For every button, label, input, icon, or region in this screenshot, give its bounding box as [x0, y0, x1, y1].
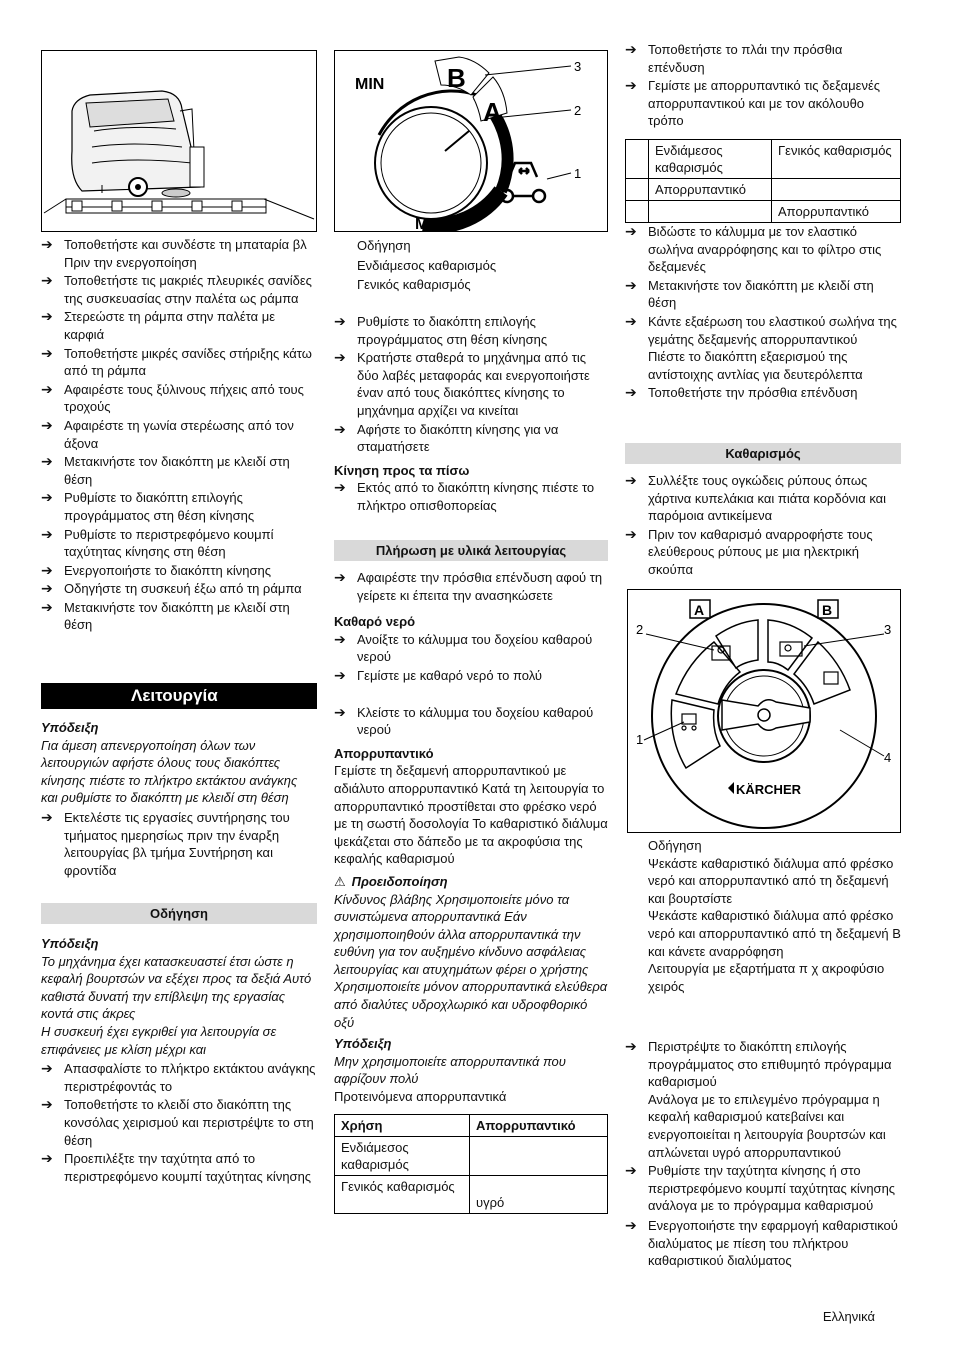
- list-item: ➔ Αφαιρέστε τους ξύλινους πήχεις από τους τροχούς: [41, 381, 317, 416]
- subheading: Καθαρό νερό: [334, 614, 416, 630]
- list-item: ➔ Εκτελέστε τις εργασίες συντήρησης του τμήματος ημερησίως πριν την έναρξη λειτουργίας βλ τμήμα Συντήρηση και φροντίδα: [41, 809, 317, 879]
- subheading: Κίνηση προς τα πίσω: [334, 462, 470, 478]
- legend-item: Ψεκάστε καθαριστικό διάλυμα από φρέσκο νερό και απορρυπαντικό από τη δεξαμενή και βουρτσίστε: [648, 855, 894, 906]
- list-item: ➔ Βιδώστε το κάλυμμα με τον ελαστικό σωλήνα αναρρόφησης και το φίλτρο στις δεξαμενές: [625, 223, 901, 276]
- dial-letter-b: B: [447, 63, 466, 93]
- list-item: ➔ Απασφαλίστε το πλήκτρο εκτάκτου ανάγκης περιστρέφοντάς το: [41, 1060, 317, 1095]
- list-item: ➔ Αφαιρέστε την πρόσθια επένδυση αφού τη γείρετε κι έπειτα την ανασηκώσετε: [334, 569, 608, 604]
- karcher-logo-icon: [728, 782, 802, 797]
- panel-label-a: A: [694, 602, 705, 618]
- list-item: ➔ Κάντε εξαέρωση του ελαστικού σωλήνα της γεμάτης δεξαμενής απορρυπαντικού: [625, 313, 901, 348]
- table-cell: [626, 178, 649, 200]
- panel-number-1: 1: [636, 732, 644, 747]
- note-title: Υπόδειξη: [334, 1036, 392, 1052]
- list-item: ➔ Ενεργοποιήστε την εφαρμογή καθαριστικού διαλύματος με πίεση του πλήκτρου καθαριστικού διαλύματος: [625, 1217, 901, 1270]
- list-item: ➔ Τοποθετήστε και συνδέστε τη μπαταρία βλ Πριν την ενεργοποίηση: [41, 236, 317, 271]
- table-row: [626, 200, 901, 222]
- dial-number-3: 3: [574, 59, 582, 74]
- warning-title-line: [334, 873, 608, 891]
- table-row: [335, 1175, 608, 1213]
- table-cell: [649, 200, 772, 222]
- subheading: Απορρυπαντικό: [334, 745, 434, 761]
- list-item: ➔ Ανοίξτε το κάλυμμα του δοχείου καθαρού νερού: [334, 631, 608, 666]
- list-item: ➔ Περιστρέψτε το διακόπτη επιλογής προγράμματος στο επιθυμητό πρόγραμμα καθαρισμού: [625, 1038, 901, 1091]
- brand-logo: KÄRCHER: [736, 782, 801, 797]
- section-title: Λειτουργία: [41, 683, 317, 709]
- note-title: Υπόδειξη: [41, 720, 99, 735]
- dial-letter-a: A: [483, 97, 502, 127]
- note-text: Για άμεση απενεργοποίηση όλων των λειτουργιών αφήστε όλους τους διακόπτες κίνησης πιέστε το πλήκτρο εκτάκτου ανάγκης και ρυθμίστε το διακόπτη με κλειδί στη θέση: [41, 737, 298, 806]
- page-language-label: Ελληνικά: [822, 1309, 875, 1324]
- list-item: ➔ Ρυθμίστε την ταχύτητα κίνησης ή στο περιστρεφόμενο κουμπί ταχύτητας κίνησης ανάλογα με το πρόγραμμα καθαρισμού: [625, 1162, 901, 1215]
- warning-text: Χρησιμοποιείτε μόνον απορρυπαντικά ελεύθερα από διαλύτες υδροχλωρικό και υδροφθορικό οξύ: [334, 979, 608, 1030]
- list-item: ➔ Ενεργοποιήστε το διακόπτη κίνησης: [41, 562, 317, 580]
- table-cell: Απορρυπαντικό: [772, 200, 901, 222]
- table-cell: Ενδιάμεσος καθαρισμός: [649, 139, 772, 178]
- speed-dial-figure: [334, 50, 608, 232]
- subsection-title: Οδήγηση: [41, 903, 317, 924]
- table-row: [335, 1136, 608, 1175]
- body-text: Ανάλογα με το επιλεγμένο πρόγραμμα η κεφαλή καθαρισμού κατεβαίνει και ενεργοποιείται η λειτουργία βουρτσών και απλώνεται υγρό απορρυπαντικού: [648, 1091, 886, 1160]
- legend-item: Οδήγηση: [648, 838, 702, 853]
- warning-text: Κίνδυνος βλάβης Χρησιμοποιείτε μόνο τα συνιστώμενα απορρυπαντικά Εάν χρησιμοποιηθούν άλλα απορρυπαντικά την ευθύνη για τον αυξημένο κίνδυνο ασφάλειας λειτουργίας και ατυχημάτων φέρει ο χρήστης: [334, 891, 589, 977]
- speed-dial-illustration: [335, 51, 607, 231]
- note-title: Υπόδειξη: [41, 936, 99, 951]
- dial-number-2: 2: [574, 103, 582, 118]
- table-cell: Απορρυπαντικό: [649, 178, 772, 200]
- panel-label-b: B: [822, 602, 833, 618]
- list-item: ➔ Μετακινήστε τον διακόπτη με κλειδί στη θέση: [625, 277, 901, 312]
- scrubber-on-ramp-illustration: [42, 51, 316, 231]
- list-item: ➔ Γεμίστε με καθαρό νερό το πολύ: [334, 667, 608, 685]
- program-selector-illustration: [628, 590, 900, 832]
- panel-number-2: 2: [636, 622, 644, 637]
- subsection-title: Καθαρισμός: [625, 443, 901, 464]
- panel-number-3: 3: [884, 622, 892, 637]
- list-item: ➔ Τοποθετήστε μικρές σανίδες στήριξης κάτω από τη ράμπα: [41, 345, 317, 380]
- list-item: ➔ Ρυθμίστε το διακόπτη επιλογής προγράμματος στη θέση κίνησης: [41, 489, 317, 524]
- setup-steps: [41, 236, 317, 634]
- table-cell: [772, 178, 901, 200]
- list-item: ➔ Κρατήστε σταθερά το μηχάνημα από τις δύο λαβές μεταφοράς και ενεργοποιήστε έναν από τους διακόπτες κίνησης το μηχάνημα αρχίζει να κινείται: [334, 349, 608, 419]
- table-header-row: [335, 1114, 608, 1136]
- table-row: [626, 178, 901, 200]
- list-item: ➔ Αφαιρέστε τη γωνία στερέωσης από τον άξονα: [41, 417, 317, 452]
- table-cell: [626, 200, 649, 222]
- note-text: Το μηχάνημα έχει κατασκευαστεί έτσι ώστε η κεφαλή βουρτσών να εξέχει προς τα δεξιά Αυτό καθιστά δυνατή την επίβλεψη της εργασίας κοντά στις άκρες: [41, 953, 312, 1022]
- list-item: ➔ Τοποθετήστε τις μακριές πλευρικές σανίδες της συσκευασίας στην παλέτα ως ράμπα: [41, 272, 317, 307]
- body-text: Πιέστε το διακόπτη εξαερισμού της αντίστοιχης αντλίας για δευτερόλεπτα: [648, 349, 863, 382]
- table-header-cell: Απορρυπαντικό: [470, 1114, 608, 1136]
- list-item: ➔ Τοποθετήστε την πρόσθια επένδυση: [625, 384, 901, 402]
- note-text: Μην χρησιμοποιείτε απορρυπαντικά που αφρίζουν πολύ: [334, 1053, 566, 1087]
- dial-number-1: 1: [574, 166, 582, 181]
- subsection-title: Πλήρωση με υλικά λειτουργίας: [334, 540, 608, 561]
- note-text: Η συσκευή έχει εγκριθεί για λειτουργία σε επιφάνειες με κλίση μέχρι και: [41, 1023, 277, 1057]
- legend-item: Λειτουργία με εξαρτήματα π χ ακροφύσιο χειρός: [648, 961, 885, 994]
- table-row: [626, 139, 901, 178]
- list-item: ➔ Πριν τον καθαρισμό αναρροφήστε τους ελεύθερους ρύπους με μια ηλεκτρική σκούπα: [625, 526, 901, 579]
- detergent-table: [334, 1114, 608, 1214]
- list-item: ➔ Στερεώστε τη ράμπα στην παλέτα με καρφιά: [41, 308, 317, 343]
- table-cell: Ενδιάμεσος καθαρισμός: [335, 1136, 470, 1175]
- list-item: ➔ Συλλέξτε τους ογκώδεις ρύπους όπως χάρτινα κυπελάκια και πιάτα κορδόνια και παρόμοια αντικείμενα: [625, 472, 901, 525]
- list-item: ➔ Μετακινήστε τον διακόπτη με κλειδί στη θέση: [41, 453, 317, 488]
- table-header-cell: Χρήση: [335, 1114, 470, 1136]
- list-item: ➔ Τοποθετήστε το κλειδί στο διακόπτη της κονσόλας χειρισμού και περιστρέψτε το στη θέση: [41, 1096, 317, 1149]
- table-cell: υγρό: [470, 1175, 608, 1213]
- warning-title: Προειδοποίηση: [351, 873, 448, 889]
- legend-item: Ψεκάστε καθαριστικό διάλυμα από φρέσκο νερό και απορρυπαντικό από τη δεξαμενή B και κάνετε αναρρόφηση: [648, 908, 901, 959]
- table-cell: [626, 139, 649, 178]
- body-text: Γεμίστε τη δεξαμενή απορρυπαντικού με αδιάλυτο απορρυπαντικό Κατά τη λειτουργία το απορρυπαντικό προστίθεται στο φρέσκο νερό με τη σωστή δοσολογία Το καθαριστικό διάλυμα ψεκάζεται στο δάπεδο με τα ακροφύσια της κεφαλής καθαρισμού: [334, 763, 608, 867]
- list-item: ➔ Προεπιλέξτε την ταχύτητα από το περιστρεφόμενο κουμπί ταχύτητας κίνησης: [41, 1150, 317, 1185]
- legend-item: Ενδιάμεσος καθαρισμός: [357, 257, 497, 273]
- table-cell: [470, 1136, 608, 1175]
- list-item: ➔ Οδηγήστε τη συσκευή έξω από τη ράμπα: [41, 580, 317, 598]
- list-item: ➔ Ρυθμίστε το περιστρεφόμενο κουμπί ταχύτητας κίνησης στη θέση: [41, 526, 317, 561]
- dial-min-label: MIN: [355, 76, 385, 93]
- table-cell: Γενικός καθαρισμός: [335, 1175, 470, 1213]
- list-item: ➔ Γεμίστε με απορρυπαντικό τις δεξαμενές απορρυπαντικού και με τον ακόλουθο τρόπο: [625, 77, 901, 130]
- panel-number-4: 4: [884, 750, 892, 765]
- dial-max-label: MAX: [415, 216, 451, 231]
- legend-item: Γενικός καθαρισμός: [357, 277, 471, 293]
- body-text: Προτεινόμενα απορρυπαντικά: [334, 1089, 507, 1105]
- list-item: ➔ Κλείστε το κάλυμμα του δοχείου καθαρού νερού: [334, 704, 608, 739]
- machine-ramp-figure: [41, 50, 317, 232]
- dosing-table: [625, 139, 901, 223]
- list-item: ➔ Ρυθμίστε το διακόπτη επιλογής προγράμματος στη θέση κίνησης: [334, 313, 608, 348]
- table-cell: Γενικός καθαρισμός: [772, 139, 901, 178]
- list-item: ➔ Αφήστε το διακόπτη κίνησης για να σταματήσετε: [334, 421, 608, 456]
- list-item: ➔ Μετακινήστε τον διακόπτη με κλειδί στη θέση: [41, 599, 317, 634]
- warning-icon: ⚠: [334, 873, 346, 889]
- list-item: ➔ Εκτός από το διακόπτη κίνησης πιέστε το πλήκτρο οπισθοπορείας: [334, 479, 608, 514]
- list-item: ➔ Τοποθετήστε το πλάι την πρόσθια επένδυση: [625, 41, 901, 76]
- legend-item: Οδήγηση: [357, 238, 411, 253]
- control-panel-figure: [627, 589, 901, 833]
